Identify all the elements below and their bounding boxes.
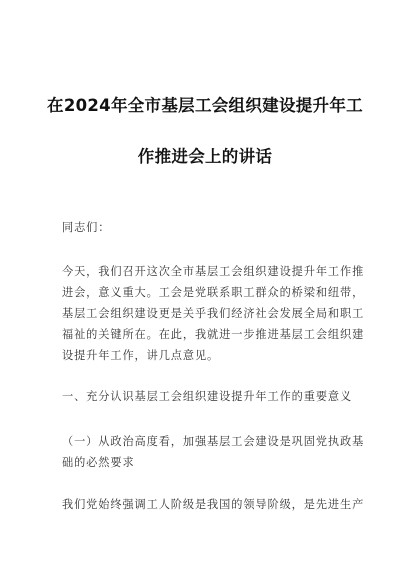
- subsection-heading-1: [62, 431, 365, 473]
- section-heading-text: 一、充分认识基层工会组织建设提升年工作的重要意义: [62, 390, 353, 403]
- paragraph-line: 基层工会组织建设更是关乎我们经济社会发展全局和职工: [62, 307, 365, 320]
- paragraph-line: 福祉的关键所在。在此，我就进一步推进基层工会组织建: [62, 328, 365, 341]
- paragraph-line: 我们党始终强调工人阶级是我国的领导阶级，是先进生产: [62, 498, 365, 511]
- subsection-heading-line: （一）从政治高度看，加强基层工会建设是巩固党执政基: [62, 435, 365, 448]
- document-title-line-2: 作推进会上的讲话: [137, 147, 273, 166]
- salutation-text: 同志们：: [62, 221, 111, 234]
- document-title-line-1: 在2024年全市基层工会组织建设提升年工: [47, 96, 363, 115]
- paragraph-body: [62, 494, 365, 515]
- subsection-heading-line: 础的必然要求: [62, 456, 135, 469]
- paragraph-line: 进会，意义重大。工会是党联系职工群众的桥梁和纽带，: [62, 286, 365, 299]
- paragraph-line: 今天，我们召开这次全市基层工会组织建设提升年工作推: [62, 265, 365, 278]
- paragraph-opening: [62, 261, 365, 366]
- salutation: [62, 217, 362, 238]
- paragraph-line: 设提升年工作，讲几点意见。: [62, 349, 220, 362]
- section-heading-1: [62, 386, 362, 407]
